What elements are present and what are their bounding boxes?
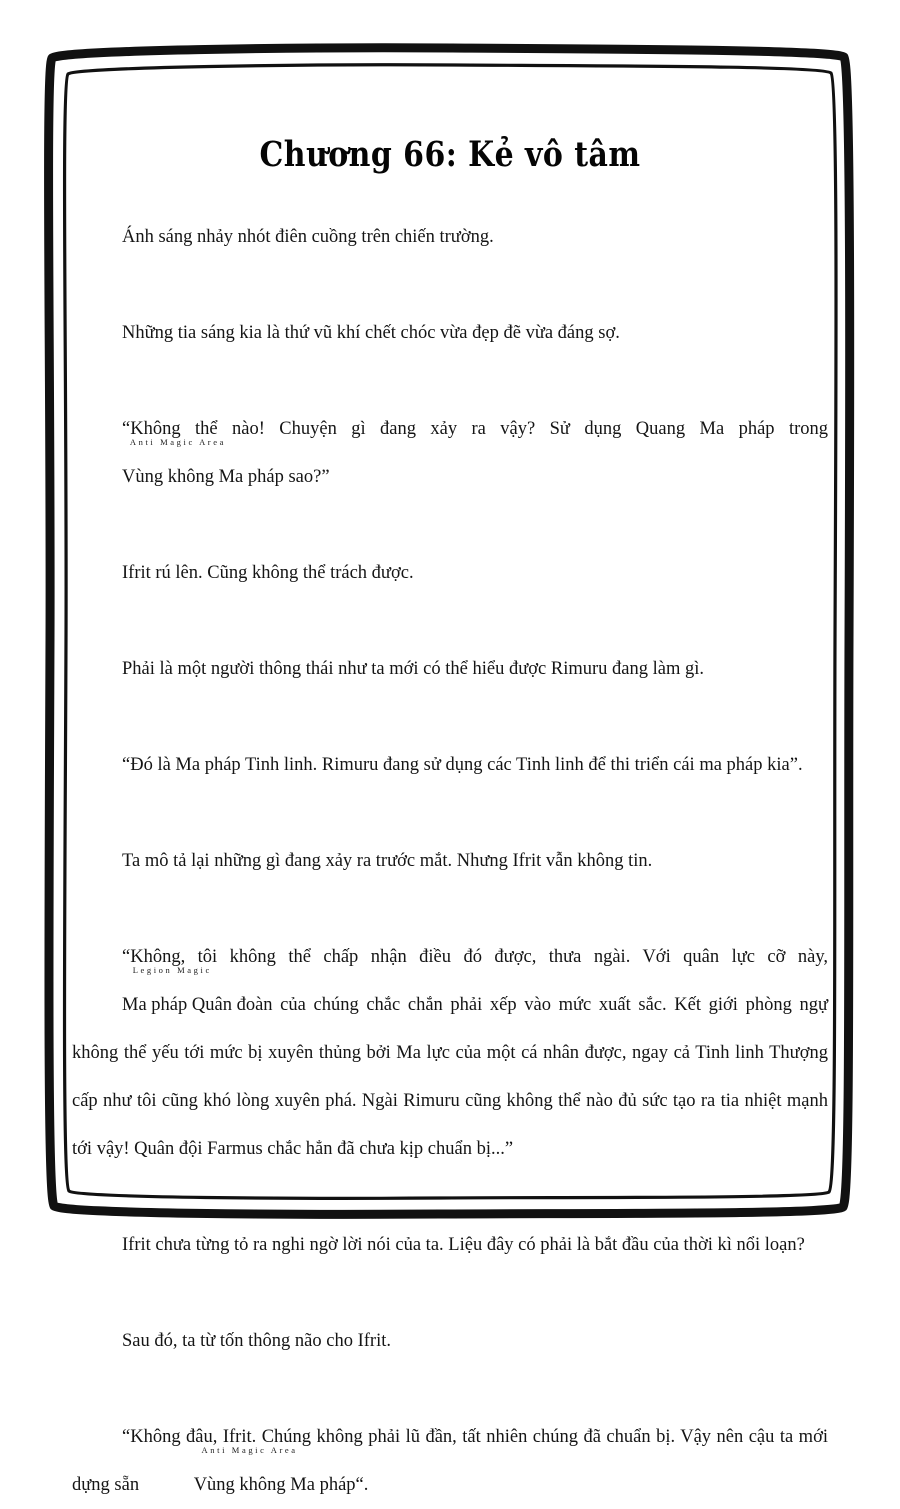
ruby-annotation: [72, 436, 284, 501]
ruby-reading: Anti Magic Area: [129, 436, 226, 447]
paragraph-spacer: [72, 885, 828, 933]
ruby-base: Ma pháp Quân đoàn: [122, 994, 273, 1015]
page-content: [72, 66, 828, 1495]
ruby-annotation: [72, 964, 273, 1029]
ruby-base: Vùng không Ma pháp: [193, 1474, 356, 1495]
paragraph-spacer: [72, 501, 828, 549]
paragraph: Ifrit chưa từng tỏ ra nghi ngờ lời nói của ta. Liệu đây có phải là bắt đầu của thời kì nổi loạn?: [122, 1234, 805, 1255]
paragraph-spacer: [72, 693, 828, 741]
paragraph: Những tia sáng kia là thứ vũ khí chết chóc vừa đẹp đẽ vừa đáng sợ.: [122, 322, 620, 343]
ruby-annotation: [144, 1444, 356, 1509]
paragraph-spacer: [72, 1173, 828, 1221]
paragraph-spacer: [72, 357, 828, 405]
paragraph-spacer: [72, 261, 828, 309]
ruby-reading: Legion Magic: [132, 964, 212, 975]
paragraph-spacer: [72, 1365, 828, 1413]
paragraph-spacer: [72, 597, 828, 645]
paragraph: Phải là một người thông thái như ta mới có thể hiểu được Rimuru đang làm gì.: [122, 658, 704, 679]
paragraph: Ta mô tả lại những gì đang xảy ra trước mắt. Nhưng Ifrit vẫn không tin.: [122, 850, 653, 871]
paragraph-spacer: [72, 789, 828, 837]
page-title: Chương 66: Kẻ vô tâm: [259, 134, 641, 175]
paragraph: Ánh sáng nhảy nhót điên cuồng trên chiến trường.: [122, 226, 494, 247]
chapter-body: [72, 213, 828, 1509]
paragraph: “Không, tôi không thể chấp nhận điều đó được, thưa ngài. Với quân lực cỡ này, Legion Magic Ma pháp Quân đoàn của chúng chắc chắn phải xếp vào mức xuất sắc. Kết giới phòng ngự không thể yếu tới mức bị xuyên thủng bởi Ma lực của một cá nhân được, ngay cả Tinh linh Thượng cấp như tôi cũng khó lòng xuyên phá. Ngài Rimuru cũng không thể nào đủ sức tạo ra tia nhiệt mạnh tới vậy! Quân đội Farmus chắc hẳn đã chưa kịp chuẩn bị...”: [72, 946, 828, 1159]
paragraph: Ifrit rú lên. Cũng không thể trách được.: [122, 562, 414, 583]
paragraph: “Đó là Ma pháp Tinh linh. Rimuru đang sử dụng các Tinh linh để thi triển cái ma pháp kia”.: [122, 754, 803, 775]
paragraph: Sau đó, ta từ tốn thông não cho Ifrit.: [122, 1330, 391, 1351]
paragraph-spacer: [72, 1269, 828, 1317]
ruby-base: Vùng không Ma pháp: [122, 466, 284, 487]
paragraph: “Không đâu, Ifrit. Chúng không phải lũ đần, tất nhiên chúng đã chuẩn bị. Vậy nên cậu ta mới dựng sẵn Anti Magic Area Vùng không Ma pháp“.: [72, 1413, 828, 1509]
paragraph: “Không thể nào! Chuyện gì đang xảy ra vậy? Sử dụng Quang Ma pháp trong Anti Magic Area Vùng không Ma pháp sao?”: [72, 405, 828, 501]
ruby-reading: Anti Magic Area: [201, 1444, 298, 1455]
